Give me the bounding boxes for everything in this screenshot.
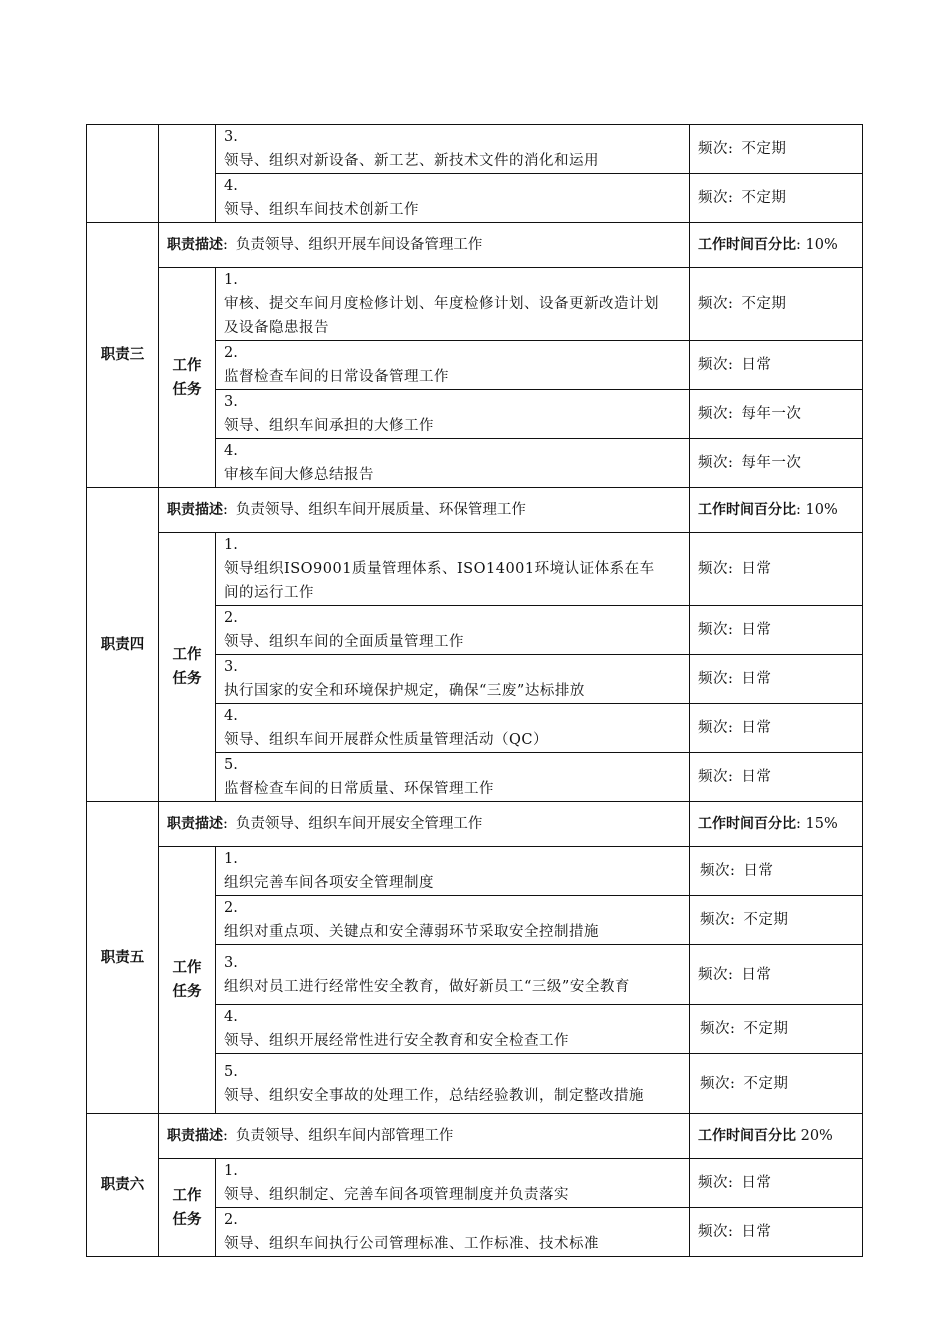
frequency-cell [690, 1208, 863, 1257]
task-text: 领导、组织车间执行公司管理标准、工作标准、技术标准 [224, 1236, 599, 1252]
time-percentage-cell [690, 802, 863, 847]
duty-label: 职责六 [87, 1114, 159, 1257]
task-cell [216, 390, 690, 439]
task-text: 领导、组织车间技术创新工作 [224, 202, 419, 218]
frequency-label: 频次 [698, 1224, 728, 1240]
frequency-colon: : [728, 406, 734, 422]
frequency-label: 频次 [698, 720, 728, 736]
frequency-colon: : [728, 966, 734, 983]
duty-label: 职责五 [87, 802, 159, 1114]
description-colon: : [223, 237, 228, 253]
task-cell [216, 1208, 690, 1257]
description-colon: : [223, 502, 228, 518]
percentage-colon: : [796, 237, 801, 253]
frequency-label: 频次 [698, 671, 728, 687]
frequency-colon: : [728, 1175, 734, 1191]
frequency-label: 频次 [698, 296, 728, 312]
frequency-colon: : [730, 1021, 736, 1037]
work-task-label: 工作 任务 [159, 847, 216, 1114]
task-cell [216, 945, 690, 1005]
frequency-colon: : [730, 912, 736, 928]
task-cell [216, 753, 690, 802]
frequency-colon: : [730, 1075, 736, 1092]
task-row [87, 268, 863, 341]
frequency-value: 日常 [741, 561, 772, 577]
frequency-value: 不定期 [743, 912, 789, 928]
task-text: 执行国家的安全和环境保护规定，确保“三废”达标排放 [224, 683, 585, 699]
task-cell [216, 1159, 690, 1208]
frequency-label: 频次 [700, 1075, 730, 1092]
task-number: 2. [224, 345, 238, 361]
frequency-label: 频次 [698, 455, 728, 471]
work-task-label: 工作 任务 [159, 1159, 216, 1257]
description-text: 负责领导、组织车间开展安全管理工作 [235, 816, 483, 832]
description-colon: : [223, 1128, 228, 1144]
task-number: 4. [224, 708, 238, 724]
frequency-label: 频次 [698, 141, 728, 157]
duty-label: 职责四 [87, 488, 159, 802]
task-cell [216, 341, 690, 390]
percentage-label: 工作时间百分比 [698, 502, 796, 518]
frequency-label: 频次 [700, 863, 730, 879]
frequency-cell [690, 606, 863, 655]
task-number: 1. [224, 272, 238, 288]
frequency-label: 频次 [700, 1021, 730, 1037]
description-text: 负责领导、组织开展车间设备管理工作 [235, 237, 483, 253]
description-colon: : [223, 816, 228, 832]
task-text: 审核车间大修总结报告 [224, 467, 374, 483]
task-number: 1. [224, 1163, 238, 1179]
frequency-colon: : [728, 622, 734, 638]
frequency-cell [690, 896, 863, 945]
frequency-label: 频次 [700, 912, 730, 928]
task-text: 组织对重点项、关键点和安全薄弱环节采取安全控制措施 [224, 924, 599, 940]
task-text: 监督检查车间的日常质量、环保管理工作 [224, 781, 494, 797]
time-percentage-cell [690, 1114, 863, 1159]
percentage-label: 工作时间百分比 [698, 237, 796, 253]
description-text: 负责领导、组织车间内部管理工作 [235, 1128, 454, 1144]
frequency-colon: : [728, 671, 734, 687]
frequency-cell [690, 268, 863, 341]
duty-description-cell [159, 488, 690, 533]
frequency-cell [690, 753, 863, 802]
percentage-value: 10% [805, 237, 838, 253]
work-task-label: 工作 任务 [159, 533, 216, 802]
duty-table [86, 124, 863, 1257]
task-label-empty [159, 125, 216, 223]
task-text: 领导、组织制定、完善车间各项管理制度并负责落实 [224, 1187, 569, 1203]
task-number: 2. [224, 1212, 238, 1228]
frequency-label: 频次 [698, 561, 728, 577]
frequency-value: 日常 [741, 769, 772, 785]
task-text: 领导、组织对新设备、新工艺、新技术文件的消化和运用 [224, 153, 599, 169]
frequency-colon: : [730, 863, 736, 879]
task-text: 审核、提交车间月度检修计划、年度检修计划、设备更新改造计划及设备隐患报告 [224, 296, 659, 336]
task-number: 4. [224, 178, 238, 194]
frequency-value: 每年一次 [741, 455, 802, 471]
description-text: 负责领导、组织车间开展质量、环保管理工作 [235, 502, 526, 518]
frequency-value: 日常 [741, 357, 772, 373]
task-number: 5. [224, 1063, 238, 1080]
frequency-value: 不定期 [741, 190, 787, 206]
task-number: 3. [224, 954, 238, 971]
task-row [87, 533, 863, 606]
frequency-value: 日常 [741, 1175, 772, 1191]
frequency-cell [690, 533, 863, 606]
duty-description-row [87, 488, 863, 533]
frequency-colon: : [728, 190, 734, 206]
duty-description-row [87, 1114, 863, 1159]
frequency-label: 频次 [698, 769, 728, 785]
task-text: 领导、组织开展经常性进行安全教育和安全检查工作 [224, 1033, 569, 1049]
task-cell [216, 896, 690, 945]
task-cell [216, 533, 690, 606]
percentage-value: 20% [800, 1128, 833, 1144]
frequency-label: 频次 [698, 1175, 728, 1191]
frequency-value: 日常 [743, 863, 774, 879]
frequency-value: 日常 [741, 671, 772, 687]
duty-label: 职责三 [87, 223, 159, 488]
frequency-cell [690, 390, 863, 439]
description-label: 职责描述 [167, 816, 223, 832]
duty-description-row [87, 802, 863, 847]
percentage-label: 工作时间百分比 [698, 816, 796, 832]
frequency-cell [690, 1159, 863, 1208]
task-text: 组织对员工进行经常性安全教育，做好新员工“三级”安全教育 [224, 978, 630, 995]
frequency-colon: : [728, 357, 734, 373]
task-cell [216, 704, 690, 753]
frequency-cell [690, 439, 863, 488]
frequency-label: 频次 [698, 406, 728, 422]
task-cell [216, 847, 690, 896]
task-number: 5. [224, 757, 238, 773]
frequency-label: 频次 [698, 190, 728, 206]
task-cell [216, 268, 690, 341]
duty-description-cell [159, 1114, 690, 1159]
frequency-value: 不定期 [741, 296, 787, 312]
frequency-value: 日常 [741, 1224, 772, 1240]
frequency-value: 日常 [741, 966, 772, 983]
frequency-cell [690, 125, 863, 174]
percentage-value: 10% [805, 502, 838, 518]
task-cell [216, 655, 690, 704]
task-number: 1. [224, 851, 238, 867]
task-cell [216, 606, 690, 655]
frequency-cell [690, 945, 863, 1005]
duty-description-cell [159, 223, 690, 268]
work-task-label: 工作 任务 [159, 268, 216, 488]
task-text: 领导组织ISO9001质量管理体系、ISO14001环境认证体系在车间的运行工作 [224, 561, 655, 601]
task-text: 领导、组织车间开展群众性质量管理活动（QC） [224, 732, 548, 748]
description-label: 职责描述 [167, 237, 223, 253]
frequency-colon: : [728, 1224, 734, 1240]
percentage-value: 15% [805, 816, 838, 832]
task-number: 4. [224, 1009, 238, 1025]
task-number: 2. [224, 610, 238, 626]
frequency-cell [690, 1005, 863, 1054]
percentage-colon: : [796, 816, 801, 832]
task-text: 领导、组织安全事故的处理工作，总结经验教训，制定整改措施 [224, 1087, 644, 1104]
task-number: 1. [224, 537, 238, 553]
task-text: 组织完善车间各项安全管理制度 [224, 875, 434, 891]
task-row [87, 125, 863, 174]
frequency-colon: : [728, 296, 734, 312]
description-label: 职责描述 [167, 502, 223, 518]
description-label: 职责描述 [167, 1128, 223, 1144]
frequency-colon: : [728, 141, 734, 157]
frequency-cell [690, 847, 863, 896]
frequency-value: 不定期 [743, 1021, 789, 1037]
task-text: 领导、组织车间承担的大修工作 [224, 418, 434, 434]
time-percentage-cell [690, 488, 863, 533]
task-cell [216, 439, 690, 488]
frequency-label: 频次 [698, 357, 728, 373]
task-text: 监督检查车间的日常设备管理工作 [224, 369, 449, 385]
task-number: 2. [224, 900, 238, 916]
duty-label-empty [87, 125, 159, 223]
frequency-value: 每年一次 [741, 406, 802, 422]
task-number: 3. [224, 394, 238, 410]
task-number: 3. [224, 129, 238, 145]
task-text: 领导、组织车间的全面质量管理工作 [224, 634, 464, 650]
frequency-value: 不定期 [741, 141, 787, 157]
task-number: 4. [224, 443, 238, 459]
frequency-cell [690, 655, 863, 704]
task-number: 3. [224, 659, 238, 675]
frequency-label: 频次 [698, 622, 728, 638]
frequency-colon: : [728, 769, 734, 785]
task-row [87, 847, 863, 896]
percentage-colon: : [796, 502, 801, 518]
duty-description-row [87, 223, 863, 268]
frequency-cell [690, 341, 863, 390]
frequency-value: 日常 [741, 720, 772, 736]
frequency-cell [690, 1054, 863, 1114]
percentage-label: 工作时间百分比 [698, 1128, 796, 1144]
frequency-cell [690, 704, 863, 753]
frequency-colon: : [728, 720, 734, 736]
frequency-label: 频次 [698, 966, 728, 983]
task-cell [216, 1005, 690, 1054]
frequency-value: 日常 [741, 622, 772, 638]
task-row [87, 1159, 863, 1208]
task-cell [216, 125, 690, 174]
duty-description-cell [159, 802, 690, 847]
frequency-cell [690, 174, 863, 223]
task-cell [216, 174, 690, 223]
time-percentage-cell [690, 223, 863, 268]
frequency-colon: : [728, 561, 734, 577]
frequency-value: 不定期 [743, 1075, 789, 1092]
task-cell [216, 1054, 690, 1114]
frequency-colon: : [728, 455, 734, 471]
